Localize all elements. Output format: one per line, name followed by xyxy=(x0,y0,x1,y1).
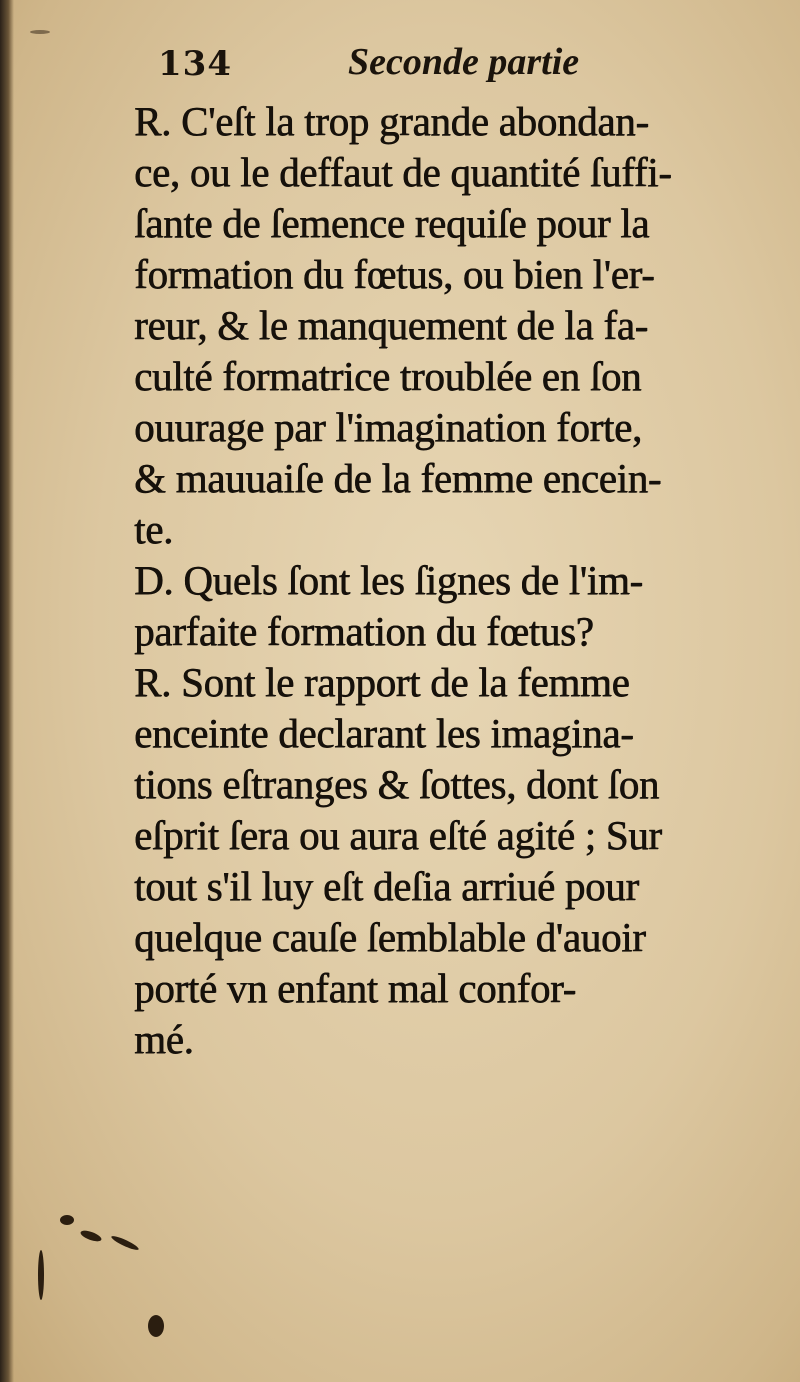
text-line: reur, & le manquement de la fa- xyxy=(134,302,648,348)
text-line: culté formatrice troublée en ſon xyxy=(134,353,642,399)
ink-stain xyxy=(148,1315,164,1337)
body-text xyxy=(134,96,754,1065)
text-line: porté vn enfant mal confor- xyxy=(134,965,576,1011)
text-line: D. Quels ſont les ſignes de l'im- xyxy=(134,557,643,603)
binding-shadow xyxy=(0,0,14,1382)
ink-stain xyxy=(38,1250,44,1300)
text-line: ce, ou le deffaut de quantité ſuffi- xyxy=(134,149,672,195)
text-line: formation du fœtus, ou bien l'er- xyxy=(134,251,655,297)
running-head: Seconde partie xyxy=(348,41,580,83)
text-line: R. Sont le rapport de la femme xyxy=(134,659,630,705)
text-line: tout s'il luy eſt deſia arriué pour xyxy=(134,863,639,909)
ink-stain xyxy=(79,1228,102,1243)
text-line: R. C'eſt la trop grande abondan- xyxy=(134,98,649,144)
ink-stain xyxy=(110,1234,140,1252)
text-line: & mauuaiſe de la femme encein- xyxy=(134,455,662,501)
text-line: te. xyxy=(134,506,173,552)
ink-stain xyxy=(60,1215,74,1225)
text-line: eſprit ſera ou aura eſté agité ; Sur xyxy=(134,812,662,858)
text-line: ouurage par l'imagination forte, xyxy=(134,404,642,450)
page-header xyxy=(158,40,758,90)
text-line: quelque cauſe ſemblable d'auoir xyxy=(134,914,646,960)
ink-stain xyxy=(30,30,50,34)
text-line: enceinte declarant les imagina- xyxy=(134,710,634,756)
text-line: parfaite formation du fœtus? xyxy=(134,608,594,654)
text-line: tions eſtranges & ſottes, dont ſon xyxy=(134,761,660,807)
text-line: mé. xyxy=(134,1016,194,1062)
page-number: 134 xyxy=(158,44,232,84)
text-line: ſante de ſemence requiſe pour la xyxy=(134,200,650,246)
